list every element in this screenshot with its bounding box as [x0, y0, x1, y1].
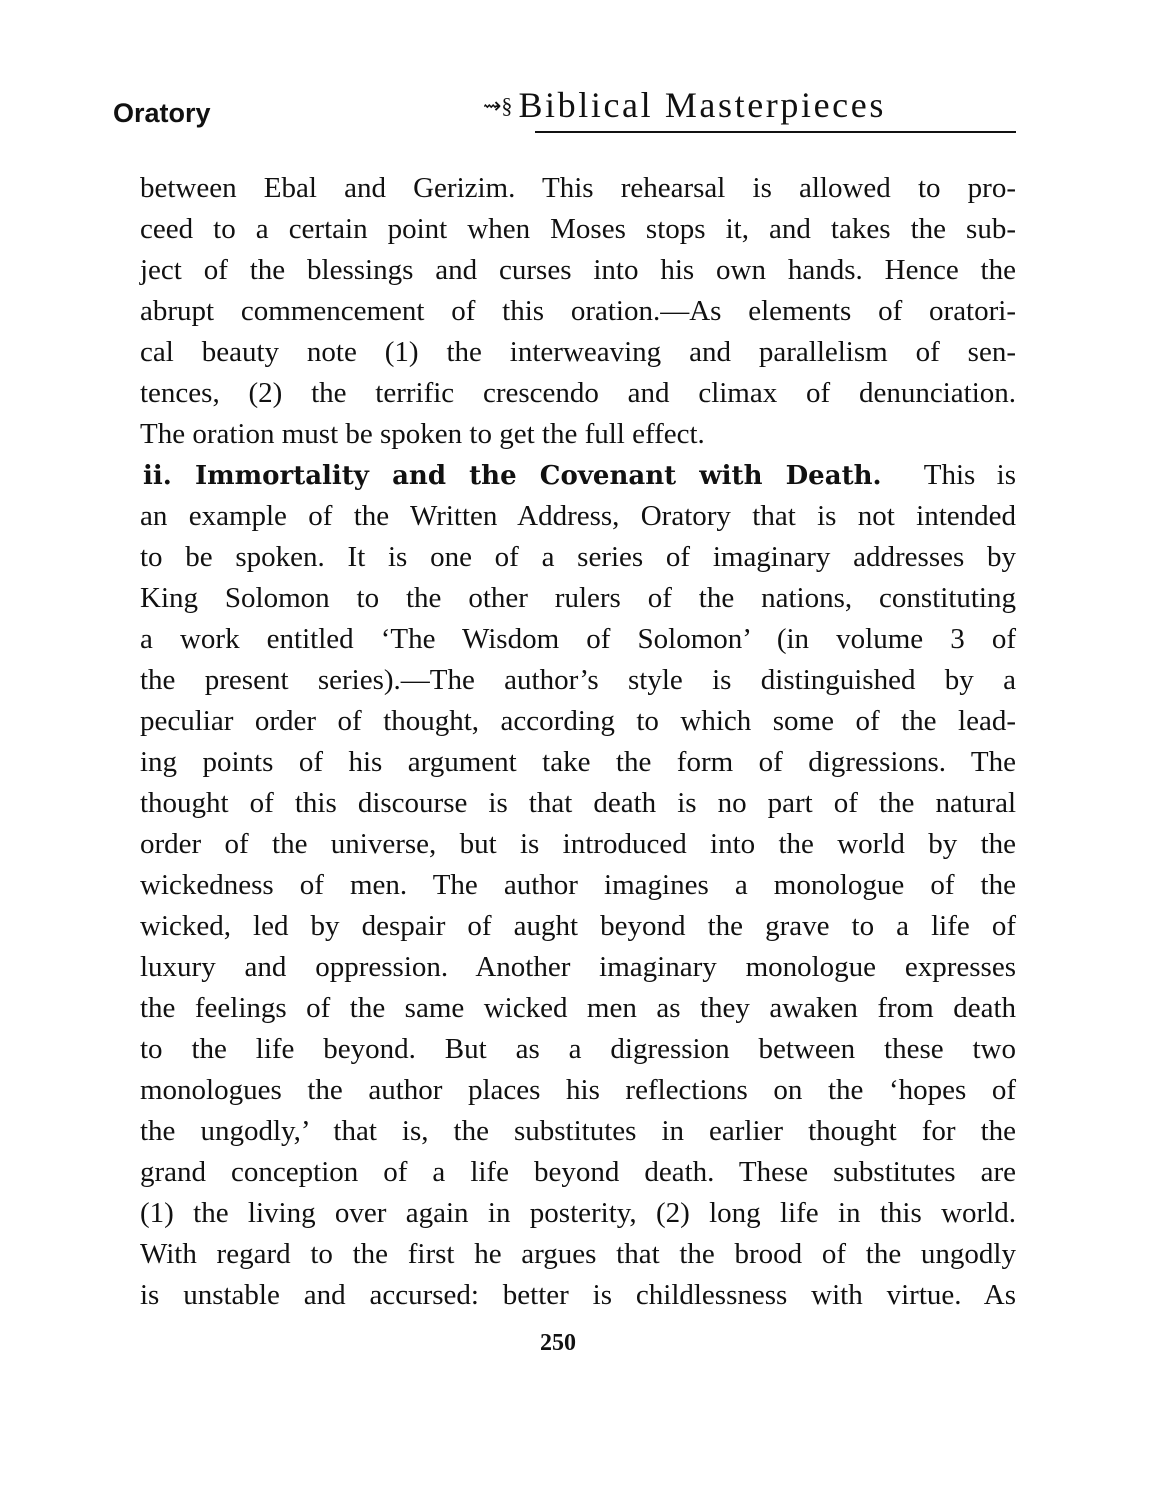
- text-line: grand conception of a life beyond death. These substitutes are: [140, 1156, 1016, 1188]
- section-body: [140, 496, 1016, 1316]
- text-line: ceed to a certain point when Moses stops it, and takes the sub-: [140, 213, 1016, 245]
- text-line: between Ebal and Gerizim. This rehearsal is allowed to pro-: [140, 172, 1016, 204]
- text-line: ing points of his argument take the form of digressions. The: [140, 746, 1016, 778]
- text-line: an example of the Written Address, Oratory that is not intended: [140, 500, 1016, 532]
- text-line: abrupt commencement of this oration.—As elements of oratori-: [140, 295, 1016, 327]
- text-line: tences, (2) the terrific crescendo and climax of denunciation.: [140, 377, 1016, 409]
- text-line: King Solomon to the other rulers of the nations, constituting: [140, 582, 1016, 614]
- text-line: With regard to the first he argues that the brood of the ungodly: [140, 1238, 1016, 1270]
- text-line: The oration must be spoken to get the full effect.: [140, 418, 705, 450]
- text-line: (1) the living over again in posterity, (2) long life in this world.: [140, 1197, 1016, 1229]
- text-fragment: This is: [923, 459, 1016, 491]
- text-line: luxury and oppression. Another imaginary monologue expresses: [140, 951, 1016, 983]
- text-line: wicked, led by despair of aught beyond the grave to a life of: [140, 910, 1016, 942]
- body-text: [140, 168, 1016, 1316]
- text-line: to be spoken. It is one of a series of imaginary addresses by: [140, 541, 1016, 573]
- text-line: wickedness of men. The author imagines a monologue of the: [140, 869, 1016, 901]
- running-head-right: [483, 84, 1015, 126]
- text-line: cal beauty note (1) the interweaving and parallelism of sen-: [140, 336, 1016, 368]
- header-rule: [535, 131, 1016, 133]
- text-line: the present series).—The author’s style is distinguished by a: [140, 664, 1016, 696]
- text-line: monologues the author places his reflections on the ‘hopes of: [140, 1074, 1016, 1106]
- text-line: thought of this discourse is that death is no part of the natural: [140, 787, 1016, 819]
- section-heading: ii. Immortality and the Covenant with Death.: [143, 461, 882, 491]
- text-line: a work entitled ‘The Wisdom of Solomon’ (in volume 3 of: [140, 623, 1016, 655]
- ornament-icon: ⇝§: [483, 93, 513, 118]
- text-line: the feelings of the same wicked men as they awaken from death: [140, 992, 1016, 1024]
- text-line: is unstable and accursed: better is childlessness with virtue. As: [140, 1279, 1016, 1311]
- text-line: peculiar order of thought, according to which some of the lead-: [140, 705, 1016, 737]
- running-head-title: Biblical Masterpieces: [518, 85, 886, 125]
- text-line: order of the universe, but is introduced into the world by the: [140, 828, 1016, 860]
- running-head-left: Oratory: [113, 98, 211, 128]
- text-line: to the life beyond. But as a digression between these two: [140, 1033, 1016, 1065]
- section-heading-line: [140, 455, 1016, 496]
- text-line: ject of the blessings and curses into his own hands. Hence the: [140, 254, 1016, 286]
- text-line: the ungodly,’ that is, the substitutes in earlier thought for the: [140, 1115, 1016, 1147]
- page-number: 250: [540, 1330, 576, 1356]
